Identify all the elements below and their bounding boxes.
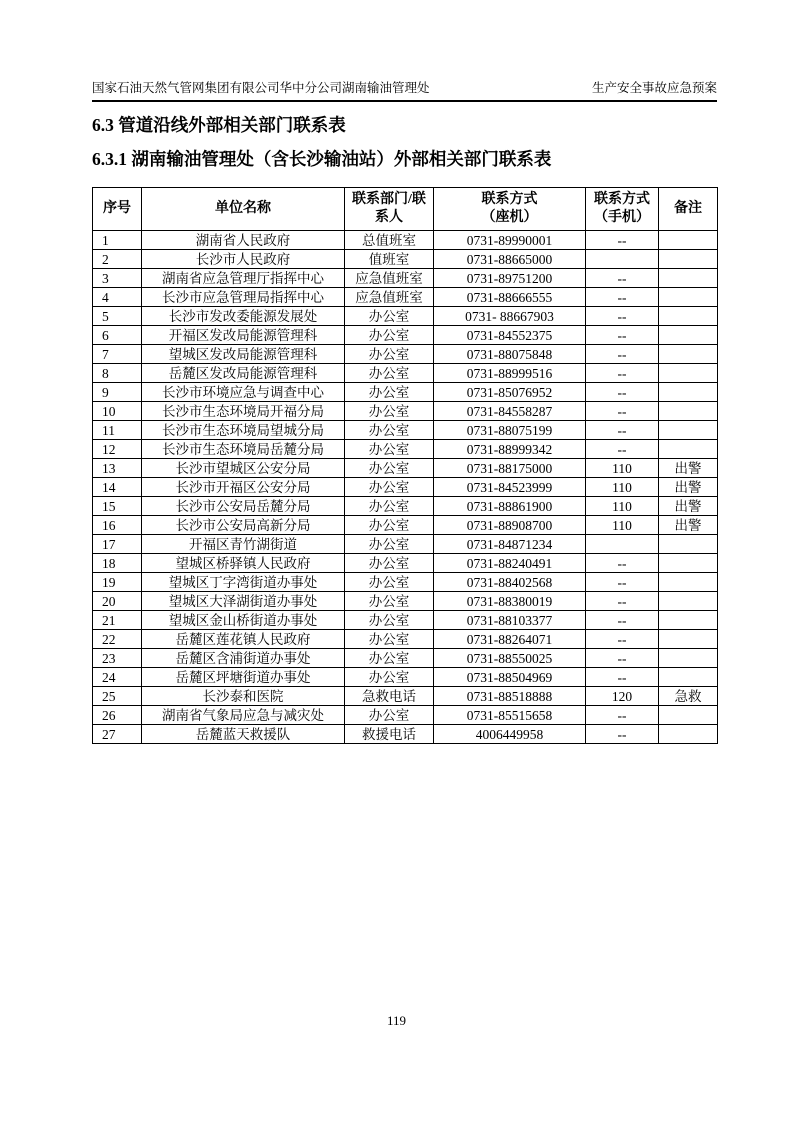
cell-landline: 0731-84558287 (434, 402, 586, 421)
cell-landline: 0731-85076952 (434, 383, 586, 402)
cell-serial: 24 (93, 668, 142, 687)
page-number: 119 (386, 1013, 407, 1028)
col-header-landline-line2: （座机） (481, 210, 538, 226)
cell-contact-dept: 办公室 (345, 535, 434, 554)
col-header-contact-dept (345, 188, 434, 231)
cell-unit-name: 湖南省人民政府 (142, 231, 345, 250)
table-row (93, 516, 718, 535)
cell-unit-name: 长沙市发改委能源发展处 (142, 307, 345, 326)
cell-contact-dept: 办公室 (345, 383, 434, 402)
running-header (92, 0, 717, 102)
cell-serial: 11 (93, 421, 142, 440)
cell-unit-name: 望城区发改局能源管理科 (142, 345, 345, 364)
cell-serial: 13 (93, 459, 142, 478)
table-row (93, 231, 718, 250)
cell-unit-name: 长沙市应急管理局指挥中心 (142, 288, 345, 307)
cell-unit-name: 岳麓蓝天救援队 (142, 725, 345, 744)
cell-note (659, 630, 718, 649)
cell-contact-dept: 办公室 (345, 630, 434, 649)
cell-landline: 0731-85515658 (434, 706, 586, 725)
cell-note (659, 288, 718, 307)
cell-landline: 0731- 88667903 (434, 307, 586, 326)
cell-landline: 0731-88175000 (434, 459, 586, 478)
table-row (93, 725, 718, 744)
table-row (93, 288, 718, 307)
cell-note (659, 592, 718, 611)
cell-note (659, 611, 718, 630)
cell-note (659, 326, 718, 345)
col-header-mobile (586, 188, 659, 231)
cell-note: 出警 (659, 516, 718, 535)
cell-unit-name: 长沙市环境应急与调查中心 (142, 383, 345, 402)
table-row (93, 554, 718, 573)
cell-contact-dept: 救援电话 (345, 725, 434, 744)
cell-note (659, 364, 718, 383)
cell-serial: 8 (93, 364, 142, 383)
cell-unit-name: 望城区丁字湾街道办事处 (142, 573, 345, 592)
cell-note (659, 269, 718, 288)
cell-serial: 17 (93, 535, 142, 554)
table-row (93, 345, 718, 364)
cell-unit-name: 长沙市公安局岳麓分局 (142, 497, 345, 516)
cell-mobile: 110 (586, 516, 659, 535)
col-header-landline-line1: 联系方式 (481, 191, 538, 207)
cell-unit-name: 长沙市生态环境局望城分局 (142, 421, 345, 440)
cell-landline: 0731-88504969 (434, 668, 586, 687)
cell-unit-name: 开福区青竹湖街道 (142, 535, 345, 554)
cell-unit-name: 岳麓区坪塘街道办事处 (142, 668, 345, 687)
cell-landline: 0731-88380019 (434, 592, 586, 611)
col-header-contact-dept-line1: 联系部门/联 (352, 191, 426, 207)
table-row (93, 326, 718, 345)
table-row (93, 383, 718, 402)
table-row (93, 364, 718, 383)
table-row (93, 668, 718, 687)
cell-contact-dept: 办公室 (345, 307, 434, 326)
table-row (93, 307, 718, 326)
cell-mobile: 110 (586, 497, 659, 516)
cell-contact-dept: 总值班室 (345, 231, 434, 250)
cell-landline: 0731-88103377 (434, 611, 586, 630)
cell-note (659, 440, 718, 459)
cell-landline: 0731-88999516 (434, 364, 586, 383)
cell-unit-name: 岳麓区发改局能源管理科 (142, 364, 345, 383)
cell-serial: 5 (93, 307, 142, 326)
cell-contact-dept: 办公室 (345, 668, 434, 687)
cell-contact-dept: 办公室 (345, 478, 434, 497)
table-row (93, 269, 718, 288)
cell-landline: 0731-88999342 (434, 440, 586, 459)
section-heading: 6.3 管道沿线外部相关部门联系表 (92, 115, 346, 136)
cell-note (659, 649, 718, 668)
cell-serial: 23 (93, 649, 142, 668)
col-header-mobile-line1: 联系方式 (594, 191, 650, 207)
contact-table (92, 187, 718, 744)
cell-mobile: -- (586, 364, 659, 383)
cell-unit-name: 长沙市生态环境局岳麓分局 (142, 440, 345, 459)
cell-landline: 0731-89751200 (434, 269, 586, 288)
cell-contact-dept: 应急值班室 (345, 269, 434, 288)
table-row (93, 402, 718, 421)
cell-mobile: -- (586, 307, 659, 326)
table-row (93, 478, 718, 497)
table-row (93, 250, 718, 269)
cell-serial: 26 (93, 706, 142, 725)
cell-serial: 14 (93, 478, 142, 497)
cell-mobile: -- (586, 402, 659, 421)
cell-mobile: -- (586, 421, 659, 440)
cell-serial: 10 (93, 402, 142, 421)
cell-mobile: -- (586, 231, 659, 250)
cell-mobile: -- (586, 554, 659, 573)
cell-serial: 21 (93, 611, 142, 630)
cell-note: 出警 (659, 459, 718, 478)
cell-unit-name: 长沙市人民政府 (142, 250, 345, 269)
running-header-right: 生产安全事故应急预案 (591, 81, 717, 95)
cell-unit-name: 望城区桥驿镇人民政府 (142, 554, 345, 573)
cell-note (659, 706, 718, 725)
cell-mobile: -- (586, 725, 659, 744)
cell-landline: 0731-88240491 (434, 554, 586, 573)
table-row (93, 440, 718, 459)
cell-contact-dept: 值班室 (345, 250, 434, 269)
cell-mobile: -- (586, 649, 659, 668)
cell-unit-name: 湖南省气象局应急与减灾处 (142, 706, 345, 725)
cell-unit-name: 望城区金山桥街道办事处 (142, 611, 345, 630)
cell-mobile: -- (586, 611, 659, 630)
cell-contact-dept: 办公室 (345, 497, 434, 516)
cell-serial: 1 (93, 231, 142, 250)
cell-note (659, 383, 718, 402)
cell-unit-name: 湖南省应急管理厅指挥中心 (142, 269, 345, 288)
cell-contact-dept: 办公室 (345, 592, 434, 611)
cell-note (659, 345, 718, 364)
cell-contact-dept: 办公室 (345, 649, 434, 668)
cell-serial: 4 (93, 288, 142, 307)
cell-landline: 4006449958 (434, 725, 586, 744)
cell-landline: 0731-88075848 (434, 345, 586, 364)
cell-landline: 0731-88075199 (434, 421, 586, 440)
cell-contact-dept: 办公室 (345, 516, 434, 535)
cell-serial: 20 (93, 592, 142, 611)
col-header-unit-name: 单位名称 (142, 188, 345, 231)
cell-contact-dept: 办公室 (345, 440, 434, 459)
col-header-serial: 序号 (93, 188, 142, 231)
cell-note (659, 402, 718, 421)
table-row (93, 649, 718, 668)
cell-serial: 27 (93, 725, 142, 744)
cell-serial: 22 (93, 630, 142, 649)
cell-mobile: 110 (586, 478, 659, 497)
cell-contact-dept: 办公室 (345, 364, 434, 383)
cell-note: 出警 (659, 497, 718, 516)
cell-serial: 12 (93, 440, 142, 459)
cell-note (659, 554, 718, 573)
cell-mobile: -- (586, 440, 659, 459)
page-content (92, 0, 717, 744)
running-header-left: 国家石油天然气管网集团有限公司华中分公司湖南输油管理处 (92, 81, 430, 95)
cell-mobile: -- (586, 326, 659, 345)
cell-contact-dept: 办公室 (345, 345, 434, 364)
cell-note (659, 535, 718, 554)
cell-landline: 0731-88665000 (434, 250, 586, 269)
col-header-note: 备注 (659, 188, 718, 231)
table-row (93, 706, 718, 725)
cell-contact-dept: 办公室 (345, 706, 434, 725)
cell-unit-name: 长沙市公安局高新分局 (142, 516, 345, 535)
cell-serial: 9 (93, 383, 142, 402)
cell-note: 出警 (659, 478, 718, 497)
cell-note: 急救 (659, 687, 718, 706)
table-row (93, 459, 718, 478)
cell-serial: 6 (93, 326, 142, 345)
cell-note (659, 573, 718, 592)
cell-mobile: -- (586, 288, 659, 307)
cell-note (659, 725, 718, 744)
cell-note (659, 250, 718, 269)
cell-contact-dept: 急救电话 (345, 687, 434, 706)
cell-note (659, 668, 718, 687)
cell-contact-dept: 办公室 (345, 554, 434, 573)
cell-unit-name: 开福区发改局能源管理科 (142, 326, 345, 345)
table-row (93, 687, 718, 706)
table-row (93, 630, 718, 649)
subsection-heading: 6.3.1 湖南输油管理处（含长沙输油站）外部相关部门联系表 (92, 149, 552, 170)
cell-unit-name: 岳麓区莲花镇人民政府 (142, 630, 345, 649)
cell-landline: 0731-84523999 (434, 478, 586, 497)
cell-serial: 16 (93, 516, 142, 535)
table-row (93, 421, 718, 440)
cell-unit-name: 岳麓区含浦街道办事处 (142, 649, 345, 668)
cell-contact-dept: 办公室 (345, 421, 434, 440)
cell-landline: 0731-88861900 (434, 497, 586, 516)
cell-mobile: -- (586, 269, 659, 288)
cell-mobile: 120 (586, 687, 659, 706)
cell-landline: 0731-84552375 (434, 326, 586, 345)
table-row (93, 573, 718, 592)
cell-serial: 7 (93, 345, 142, 364)
table-row (93, 535, 718, 554)
cell-serial: 19 (93, 573, 142, 592)
cell-landline: 0731-88550025 (434, 649, 586, 668)
cell-unit-name: 长沙市望城区公安分局 (142, 459, 345, 478)
cell-unit-name: 长沙市生态环境局开福分局 (142, 402, 345, 421)
cell-landline: 0731-88518888 (434, 687, 586, 706)
cell-landline: 0731-88666555 (434, 288, 586, 307)
cell-note (659, 421, 718, 440)
cell-mobile (586, 250, 659, 269)
col-header-mobile-line2: （手机） (594, 210, 650, 226)
cell-landline: 0731-88264071 (434, 630, 586, 649)
cell-note (659, 307, 718, 326)
table-header-row (93, 188, 718, 231)
table-row (93, 592, 718, 611)
cell-mobile: -- (586, 668, 659, 687)
cell-unit-name: 长沙市开福区公安分局 (142, 478, 345, 497)
table-row (93, 611, 718, 630)
cell-serial: 18 (93, 554, 142, 573)
cell-serial: 2 (93, 250, 142, 269)
cell-serial: 25 (93, 687, 142, 706)
col-header-landline (434, 188, 586, 231)
cell-landline: 0731-84871234 (434, 535, 586, 554)
cell-mobile (586, 535, 659, 554)
cell-mobile: -- (586, 706, 659, 725)
cell-mobile: -- (586, 630, 659, 649)
cell-contact-dept: 办公室 (345, 326, 434, 345)
cell-mobile: -- (586, 345, 659, 364)
cell-mobile: -- (586, 383, 659, 402)
cell-landline: 0731-89990001 (434, 231, 586, 250)
cell-contact-dept: 办公室 (345, 459, 434, 478)
cell-mobile: 110 (586, 459, 659, 478)
cell-serial: 15 (93, 497, 142, 516)
cell-note (659, 231, 718, 250)
cell-landline: 0731-88908700 (434, 516, 586, 535)
cell-landline: 0731-88402568 (434, 573, 586, 592)
table-row (93, 497, 718, 516)
contact-table-body (93, 231, 718, 744)
cell-contact-dept: 办公室 (345, 573, 434, 592)
cell-unit-name: 望城区大泽湖街道办事处 (142, 592, 345, 611)
cell-mobile: -- (586, 573, 659, 592)
cell-contact-dept: 办公室 (345, 611, 434, 630)
cell-contact-dept: 办公室 (345, 402, 434, 421)
cell-unit-name: 长沙泰和医院 (142, 687, 345, 706)
cell-serial: 3 (93, 269, 142, 288)
col-header-contact-dept-line2: 系人 (375, 210, 403, 226)
cell-mobile: -- (586, 592, 659, 611)
cell-contact-dept: 应急值班室 (345, 288, 434, 307)
